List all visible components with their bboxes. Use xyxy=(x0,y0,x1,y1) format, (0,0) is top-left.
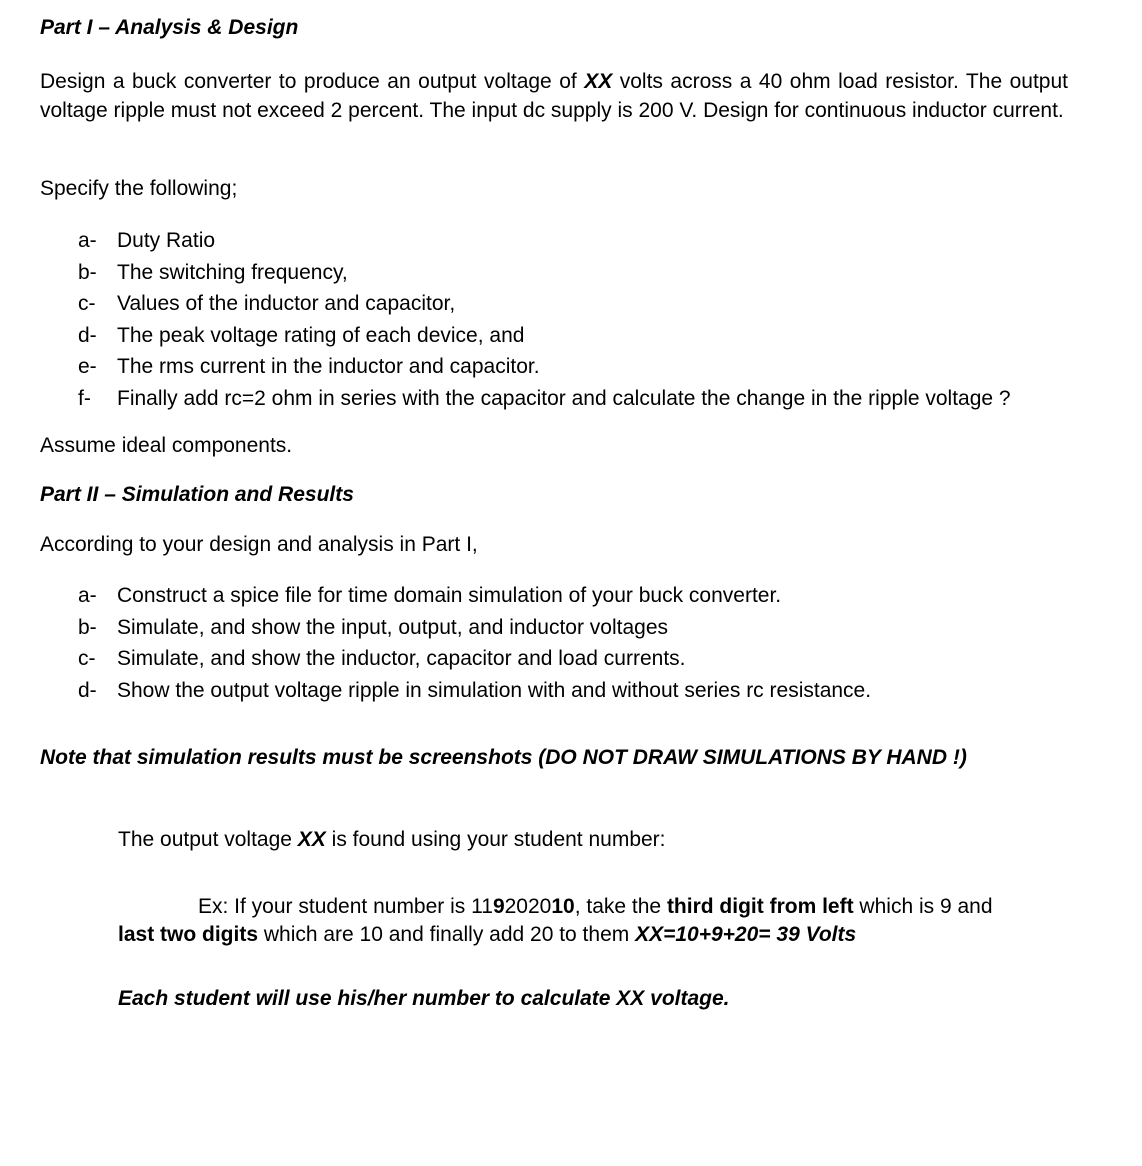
example-result: XX=10+9+20= 39 Volts xyxy=(635,923,857,947)
part1-intro-post: volts across a 40 ohm load resistor. The output voltage ripple must not exceed 2 percent. The input dc supply is 200 V. Design for continuous inductor current. xyxy=(40,70,1068,122)
list-marker: a- xyxy=(78,584,97,607)
list-item xyxy=(78,675,1098,707)
closing-note: Each student will use his/her number to calculate XX voltage. xyxy=(118,987,730,1010)
example-block xyxy=(118,893,1058,949)
part1-intro xyxy=(40,68,1068,125)
list-text: Construct a spice file for time domain simulation of your buck converter. xyxy=(117,584,782,607)
xx-info-post: is found using your student number: xyxy=(325,828,666,851)
list-item xyxy=(78,225,1098,257)
list-item xyxy=(78,257,1098,289)
list-marker: a- xyxy=(78,229,97,252)
example-part: 9 xyxy=(492,895,505,918)
list-marker: b- xyxy=(78,260,97,284)
list-text: Values of the inductor and capacitor, xyxy=(117,292,456,316)
list-marker: b- xyxy=(78,615,97,639)
example-part: 2020 xyxy=(504,895,552,918)
list-item xyxy=(78,383,1098,415)
example-part: which are 10 and finally add 20 to them xyxy=(258,923,636,947)
part1-heading: Part I – Analysis & Design xyxy=(40,16,299,39)
list-text: The rms current in the inductor and capacitor. xyxy=(117,355,540,379)
list-text: The switching frequency, xyxy=(117,260,348,284)
part1-intro-xx: XX xyxy=(584,70,613,93)
specify-label: Specify the following; xyxy=(40,177,238,200)
example-part: 10 xyxy=(551,895,575,918)
list-item xyxy=(78,320,1098,352)
list-text: Simulate, and show the input, output, and inductor voltages xyxy=(117,615,669,639)
example-part: Ex: If your student number is 11 xyxy=(198,895,493,918)
part2-intro: According to your design and analysis in Part I, xyxy=(40,533,478,556)
part1-list xyxy=(78,225,1098,415)
list-marker: d- xyxy=(78,323,97,347)
xx-info-pre: The output voltage xyxy=(118,828,298,851)
part1-intro-pre: Design a buck converter to produce an output voltage of xyxy=(40,70,585,93)
example-part: , take the xyxy=(574,895,667,918)
part2-list xyxy=(78,580,1098,706)
example-part: third digit from left xyxy=(666,895,854,918)
list-item xyxy=(78,351,1098,383)
list-text: The peak voltage rating of each device, and xyxy=(117,323,525,347)
list-item xyxy=(78,612,1098,644)
list-marker: d- xyxy=(78,678,97,702)
xx-info-xx: XX xyxy=(297,828,326,851)
list-text: Finally add rc=2 ohm in series with the capacitor and calculate the change in the ripple voltage ? xyxy=(117,386,1011,410)
list-marker: e- xyxy=(78,355,97,379)
part2-heading: Part II – Simulation and Results xyxy=(40,483,354,506)
simulation-note: Note that simulation results must be screenshots (DO NOT DRAW SIMULATIONS BY HAND !) xyxy=(40,746,967,769)
list-text: Simulate, and show the inductor, capacitor and load currents. xyxy=(117,647,686,671)
list-marker: f- xyxy=(78,386,91,410)
list-marker: c- xyxy=(78,647,96,671)
list-item xyxy=(78,580,1098,612)
example-part: last two digits xyxy=(118,923,259,947)
xx-info-line xyxy=(118,826,1058,855)
assume-text: Assume ideal components. xyxy=(40,434,293,457)
list-item xyxy=(78,288,1098,320)
list-marker: c- xyxy=(78,292,96,316)
list-item xyxy=(78,643,1098,675)
list-text: Duty Ratio xyxy=(117,229,216,252)
list-text: Show the output voltage ripple in simulation with and without series rc resistance. xyxy=(117,678,872,702)
example-part: which is 9 and xyxy=(853,895,993,918)
